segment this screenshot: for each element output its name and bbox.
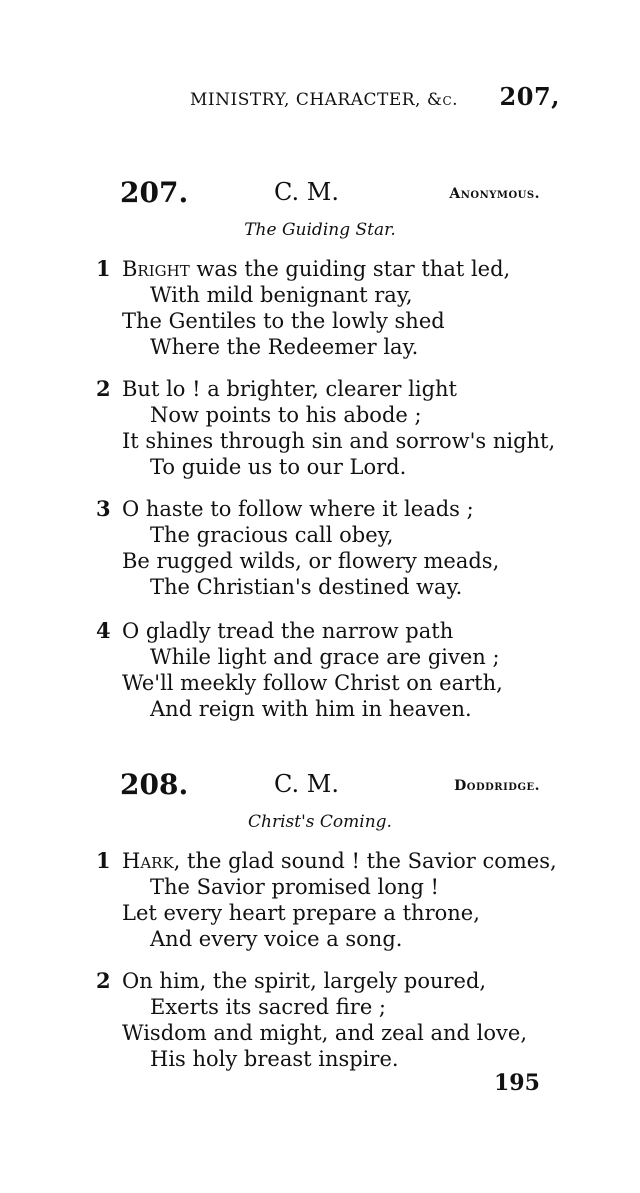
stanza [96,256,596,360]
verse-line: Exerts its sacred fire ; [150,995,387,1019]
verse-line: We'll meekly follow Christ on earth, [122,671,503,695]
hymn-meter: C. M. [274,770,339,798]
verse-line: And every voice a song. [150,927,403,951]
verse-text: the glad sound ! the Savior comes, [180,849,557,873]
verse-text: O gladly tread the narrow path [122,619,454,643]
verse-line [96,618,596,644]
verse-text: was the guiding star that led, [189,257,511,281]
verse-line: While light and grace are given ; [150,645,500,669]
running-head [190,82,560,111]
stanza-number: 2 [96,376,111,401]
stanza [96,968,596,1072]
verse-line [96,968,596,994]
verse-line: With mild benignant ray, [150,283,413,307]
verse-line: And reign with him in heaven. [150,697,472,721]
hymn-title: The Guiding Star. [244,220,396,240]
verse-line: Let every heart prepare a throne, [122,901,480,925]
verse-line: The Christian's destined way. [150,575,463,599]
initial-word: Hark, [122,849,181,873]
stanza-number: 2 [96,968,111,993]
verse-text: On him, the spirit, largely poured, [122,969,487,993]
verse-line: Wisdom and might, and zeal and love, [122,1021,527,1045]
verse-line: Be rugged wilds, or flowery meads, [122,549,500,573]
stanza [96,376,596,480]
verse-line: Now points to his abode ; [150,403,422,427]
page-number: 207, [499,82,560,111]
initial-word: Bright [122,257,190,281]
stanza-number: 3 [96,496,111,521]
hymn-title: Christ's Coming. [248,812,392,832]
verse-line [96,848,596,874]
verse-line: His holy breast inspire. [150,1047,399,1071]
verse-line: The Savior promised long ! [150,875,439,899]
stanza [96,848,596,952]
verse-line [96,376,596,402]
stanza [96,618,596,722]
stanza-number: 4 [96,618,111,643]
folio-number: 195 [494,1070,540,1096]
hymn-number: 207. [120,176,189,209]
running-title: MINISTRY, CHARACTER, &c. [190,90,459,110]
verse-text: But lo ! a brighter, clearer light [122,377,457,401]
hymn-meter: C. M. [274,178,339,206]
verse-line: The Gentiles to the lowly shed [122,309,445,333]
hymn-heading [120,768,540,802]
verse-line [96,496,596,522]
hymn-author: Anonymous. [449,186,540,202]
verse-text: O haste to follow where it leads ; [122,497,474,521]
verse-line: It shines through sin and sorrow's night, [122,429,556,453]
verse-line [96,256,596,282]
stanza-number: 1 [96,848,111,873]
hymn-heading [120,176,540,210]
stanza-number: 1 [96,256,111,281]
verse-line: The gracious call obey, [150,523,394,547]
verse-line: Where the Redeemer lay. [150,335,419,359]
hymn-number: 208. [120,768,189,801]
verse-line: To guide us to our Lord. [150,455,407,479]
stanza [96,496,596,600]
hymn-author: Doddridge. [454,778,540,794]
